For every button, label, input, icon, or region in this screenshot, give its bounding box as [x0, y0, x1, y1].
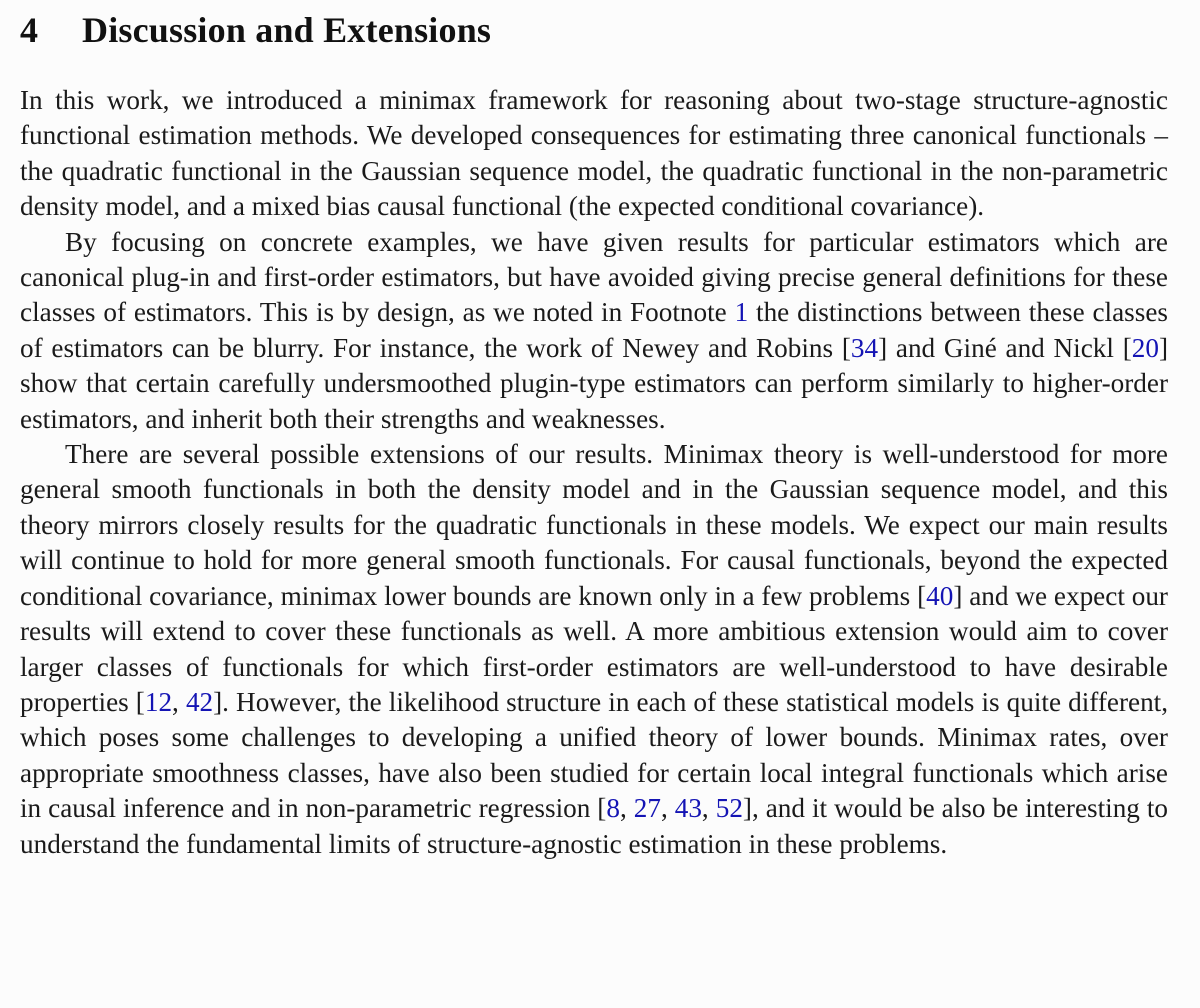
paragraph-text: the distinctions between these classes of estimators can be blurry. For instance, the work of Newey and Robins [ [20, 297, 1168, 363]
paragraph-text: ] and we expect our results will extend to cover these functionals as well. A more ambitious extension would aim to cover larger classes of functionals for which first-order estimators are well-understood to have desirable properties [ [20, 580, 1168, 717]
paragraph-text: ]. However, the likelihood structure in each of these statistical models is quite different, which poses some challenges to developing a unified theory of lower bounds. Minimax rates, over appropriate smoothness classes, have also been studied for certain local integral functionals which arise in causal inference and in non-parametric regression [ [20, 686, 1169, 824]
citation-link-34[interactable]: 34 [850, 332, 879, 363]
citation-separator: , [701, 793, 716, 824]
paragraph-text: There are several possible extensions of our results. Minimax theory is well-understood for more general smooth functionals in both the density model and in the Gaussian sequence model, and this theory mirrors closely results for the quadratic functionals in these models. We expect our main results will continue to hold for more general smooth functionals. For causal functionals, beyond the expected conditional covariance, minimax lower bounds are known only in a few problems [ [20, 439, 1168, 611]
paragraph-text: ] show that certain carefully undersmoothed plugin-type estimators can perform similarly to higher-order estimators, and inherit both their strengths and weaknesses. [20, 332, 1168, 434]
section-heading [20, 0, 1168, 56]
citation-separator: , [619, 793, 634, 824]
citation-link-27[interactable]: 27 [633, 793, 661, 824]
citation-link-12[interactable]: 12 [144, 686, 173, 717]
citation-separator: , [660, 793, 675, 824]
section-number: 4 [20, 10, 39, 50]
citation-link-40[interactable]: 40 [926, 580, 954, 611]
paragraph-text: ], and it would be also be interesting to understand the fundamental limits of structure-agnostic estimation in these problems. [20, 793, 1169, 859]
paragraph-text: ] and Giné and Nickl [ [878, 332, 1132, 363]
citation-separator: , [172, 686, 186, 717]
paragraph-estimators [20, 225, 1168, 437]
section-body [20, 83, 1168, 862]
citation-link-52[interactable]: 52 [715, 793, 743, 824]
paragraph-intro [20, 83, 1168, 225]
paragraph-text: By focusing on concrete examples, we have given results for particular estimators which are canonical plug-in and first-order estimators, but have avoided giving precise general definitions for these classes of estimators. This is by design, as we noted in Footnote [20, 226, 1168, 328]
section-title: Discussion and Extensions [82, 10, 492, 50]
citation-link-42[interactable]: 42 [185, 686, 214, 717]
citation-link-43[interactable]: 43 [674, 793, 702, 824]
citation-link-8[interactable]: 8 [606, 793, 620, 824]
footnote-link-1[interactable]: 1 [734, 297, 749, 328]
paragraph-extensions [20, 437, 1168, 862]
citation-link-20[interactable]: 20 [1131, 332, 1159, 363]
paragraph-text: In this work, we introduced a minimax framework for reasoning about two-stage structure-agnostic functional estimation methods. We developed consequences for estimating three canonical functionals – the quadratic functional in the Gaussian sequence model, the quadratic functional in the non-parametric density model, and a mixed bias causal functional (the expected conditional covariance). [20, 85, 1168, 222]
